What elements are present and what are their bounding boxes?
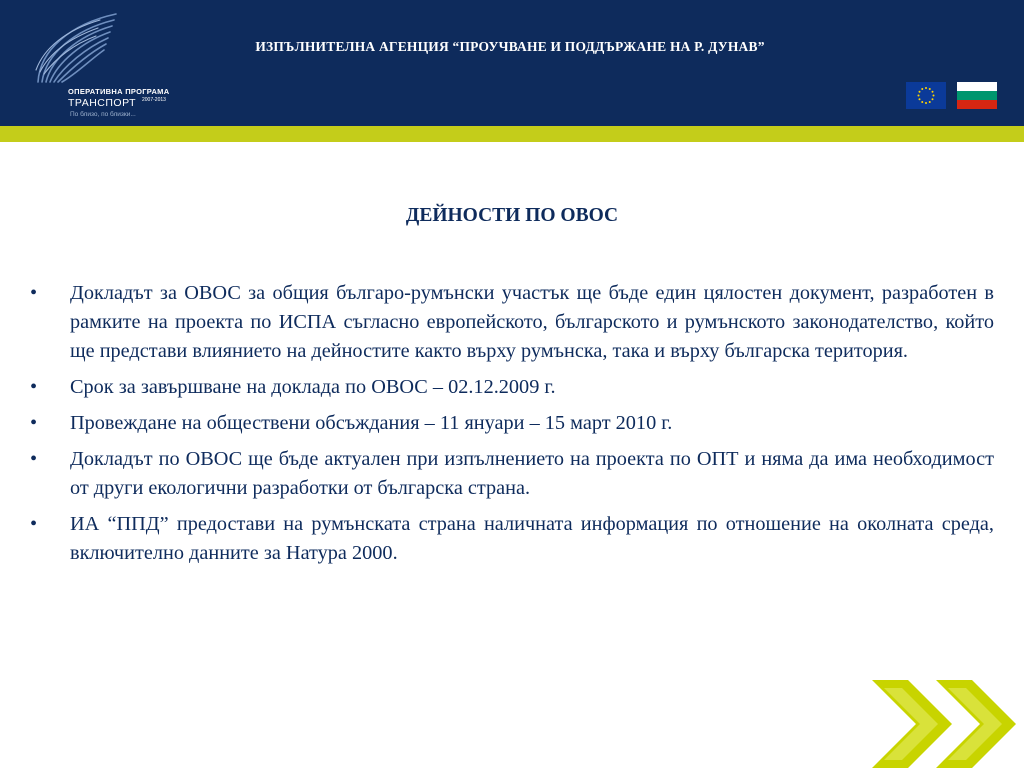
bullet-dot: • — [30, 282, 38, 304]
list-item-text: Срок за завършване на доклада по ОВОС – 02.12.2009 г. — [70, 376, 556, 398]
list-item — [30, 510, 994, 568]
logo-years: 2007-2013 — [142, 97, 166, 103]
bulgaria-flag-icon — [957, 82, 997, 109]
eu-flag-icon — [906, 82, 946, 109]
bullet-list — [30, 279, 994, 575]
bullet-dot: • — [30, 513, 38, 535]
logo-program-name: ТРАНСПОРТ — [68, 97, 137, 109]
logo-tagline: По близо, по близки... — [70, 111, 136, 118]
header-bar — [0, 0, 1024, 126]
bullet-dot: • — [30, 412, 38, 434]
next-chevrons-icon — [872, 680, 1024, 768]
list-item — [30, 445, 994, 503]
list-item — [30, 373, 994, 402]
list-item — [30, 409, 994, 438]
list-item-text: Провеждане на обществени обсъждания – 11 януари – 15 март 2010 г. — [70, 412, 673, 434]
list-item-text: Докладът по ОВОС ще бъде актуален при изпълнението на проекта по ОПТ и няма да има необходимост от други екологични разработки от българска страна. — [70, 448, 994, 499]
swoosh-logo-icon — [30, 10, 190, 90]
list-item-text: ИА “ППД” предостави на румънската страна наличната информация по отношение на околната среда, включително данните за Натура 2000. — [70, 513, 994, 564]
list-item-text: Докладът за ОВОС за общия българо-румънски участък ще бъде един цялостен документ, разработен в рамките на проекта по ИСПА съгласно европейското, българското и румънското законодателство, който ще представи влиянието на дейностите както върху румънска, така и върху българска територия. — [70, 282, 994, 362]
logo-program-label: ОПЕРАТИВНА ПРОГРАМА — [68, 87, 170, 96]
agency-title: ИЗПЪЛНИТЕЛНА АГЕНЦИЯ “ПРОУЧВАНЕ И ПОДДЪРЖАНЕ НА Р. ДУНАВ” — [255, 39, 765, 54]
bullet-dot: • — [30, 448, 38, 470]
list-item — [30, 279, 994, 366]
accent-band — [0, 126, 1024, 142]
program-logo — [30, 10, 190, 118]
bullet-dot: • — [30, 376, 38, 398]
slide-heading: ДЕЙНОСТИ ПО ОВОС — [405, 205, 619, 226]
